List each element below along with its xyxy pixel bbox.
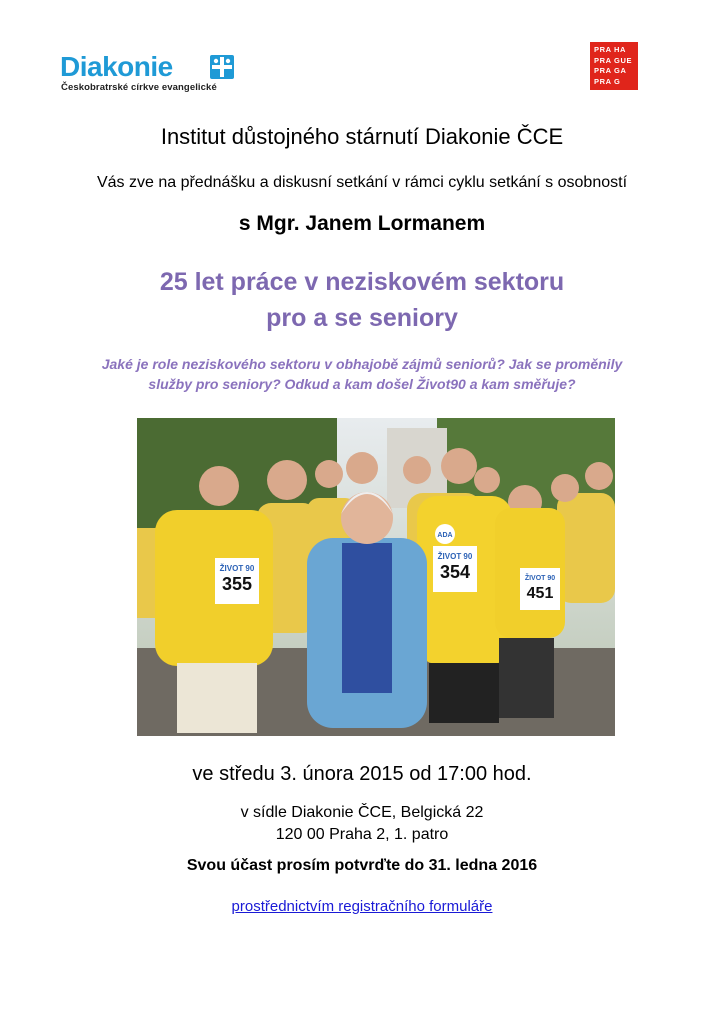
- rsvp-deadline: Svou účast prosím potvrďte do 31. ledna 2016: [186, 857, 538, 874]
- diakonie-logo-subtitle: Českobratrské církve evangelické: [61, 82, 217, 93]
- praha-logo-row: PRA G: [594, 76, 621, 86]
- praha-logo-row: PRA GA: [594, 66, 627, 75]
- lecture-title-line: pro a se seniory: [266, 304, 458, 332]
- registration-form-link[interactable]: prostřednictvím registračního formuláře: [231, 898, 493, 915]
- lecture-questions: [0, 354, 724, 394]
- bib-number: 355: [221, 574, 253, 594]
- event-date: ve středu 3. února 2015 od 17:00 hod.: [192, 763, 532, 785]
- lecture-title-line: 25 let práce v neziskovém sektoru: [159, 268, 565, 296]
- seniors-photo-illustration: [137, 418, 615, 736]
- praha-logo: [590, 42, 638, 90]
- diakonie-logo: [60, 52, 240, 92]
- lecture-title: [0, 264, 724, 336]
- diakonie-cross-icon: [210, 55, 234, 79]
- bib-label: ŽIVOT 90: [524, 575, 556, 582]
- speaker-name: s Mgr. Janem Lormanem: [238, 212, 486, 235]
- venue-line: v sídle Diakonie ČCE, Belgická 22: [240, 804, 484, 821]
- ada-badge: ADA: [437, 532, 453, 539]
- venue-line: 120 00 Praha 2, 1. patro: [275, 826, 449, 843]
- event-venue: [0, 802, 724, 846]
- event-photo: [137, 418, 615, 736]
- invitation-intro: Vás zve na přednášku a diskusní setkání v rámci cyklu setkání s osobností: [96, 174, 628, 191]
- institute-title: Institut důstojného stárnutí Diakonie ČCE: [160, 124, 564, 149]
- bib-number: 354: [439, 562, 471, 582]
- bib-number: 451: [526, 585, 554, 602]
- praha-logo-row: PRA HA: [594, 45, 627, 54]
- bib-label: ŽIVOT 90: [437, 552, 473, 561]
- question-line: služby pro seniory? Odkud a kam došel Život90 a kam směřuje?: [148, 376, 576, 392]
- praha-logo-row: PRA GUE: [594, 55, 633, 65]
- diakonie-logo-wordmark: Diakonie: [60, 51, 173, 82]
- question-line: Jaké je role neziskového sektoru v obhajobě zájmů seniorů? Jak se proměnily: [101, 356, 623, 372]
- bib-label: ŽIVOT 90: [219, 564, 255, 573]
